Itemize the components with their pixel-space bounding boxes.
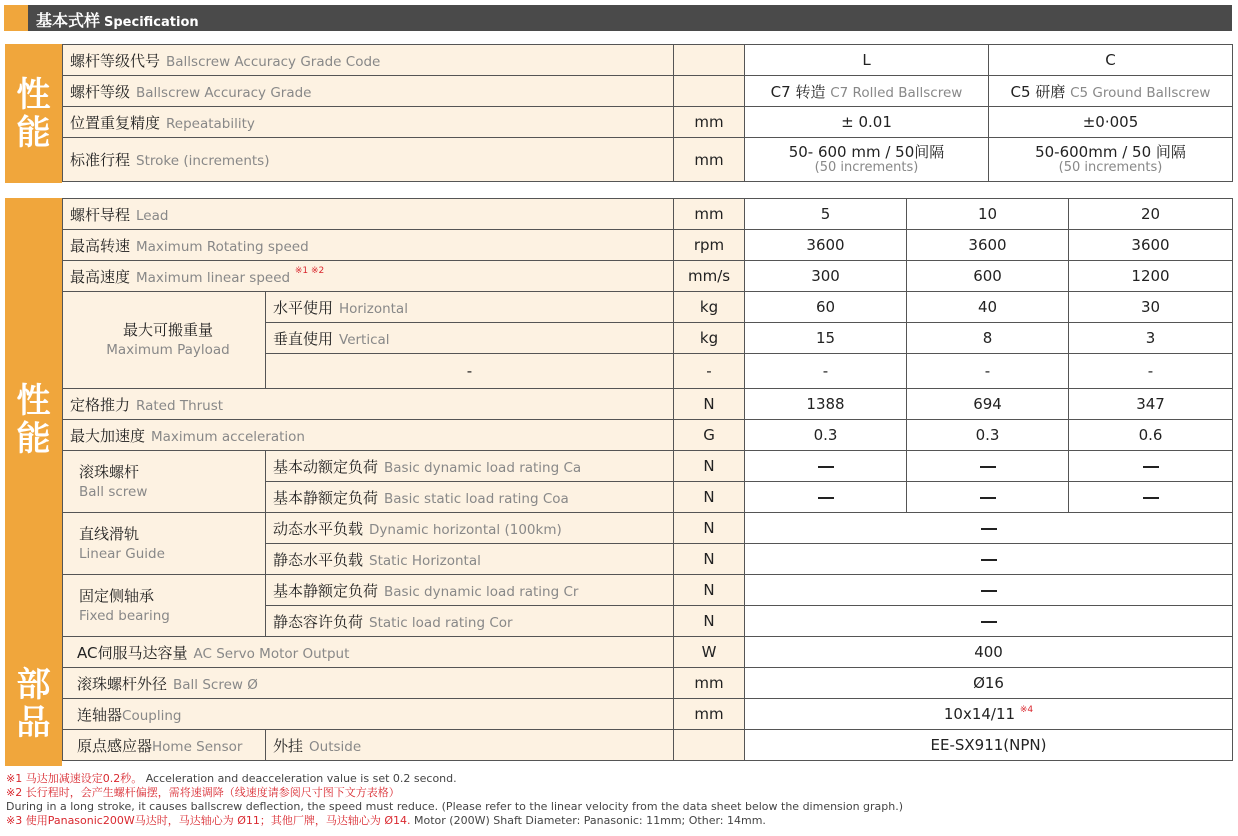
value-cell	[745, 575, 1233, 606]
section-title	[36, 8, 199, 31]
value-cell: Ø16	[745, 668, 1233, 699]
row-label: 基本静额定负荷 Basic dynamic load rating Cr	[266, 575, 674, 606]
section-title-en: Specification	[104, 15, 199, 30]
footnote-2: ※2 长行程时，会产生螺杆偏摆，需将速调降（线速度请参阅尺寸图下文方表格）	[6, 786, 400, 799]
unit-cell	[674, 730, 745, 761]
unit-cell: mm	[674, 199, 745, 230]
unit-cell: mm/s	[674, 261, 745, 292]
value-cell: 20	[1069, 199, 1233, 230]
row-label: 标准行程 Stroke (increments)	[63, 138, 674, 182]
row-label: 最大加速度 Maximum acceleration	[63, 420, 674, 451]
dash-mark	[818, 466, 834, 468]
value-cell: 0.3	[907, 420, 1069, 451]
footnotes	[6, 772, 903, 828]
value-cell: 15	[745, 323, 907, 354]
table-row	[63, 420, 1233, 451]
value-cell: -	[745, 354, 907, 389]
row-label: 螺杆导程 Lead	[63, 199, 674, 230]
value-cell: 600	[907, 261, 1069, 292]
unit-cell: -	[674, 354, 745, 389]
value-cell: 5	[745, 199, 907, 230]
table-row	[63, 199, 1233, 230]
unit-cell: N	[674, 482, 745, 513]
value-cell: 3	[1069, 323, 1233, 354]
value-cell: 30	[1069, 292, 1233, 323]
dash-mark	[1143, 466, 1159, 468]
value-cell: -	[907, 354, 1069, 389]
row-label: 滚珠螺杆外径 Ball Screw Ø	[63, 668, 674, 699]
unit-cell: N	[674, 606, 745, 637]
category-performance-1	[5, 44, 62, 183]
row-label: 静态水平负载 Static Horizontal	[266, 544, 674, 575]
table-row	[63, 45, 1233, 76]
value-cell: 60	[745, 292, 907, 323]
value-cell: 3600	[745, 230, 907, 261]
row-label: 螺杆等级 Ballscrew Accuracy Grade	[63, 76, 674, 107]
unit-cell: kg	[674, 323, 745, 354]
row-label: 最高转速 Maximum Rotating speed	[63, 230, 674, 261]
value-cell: 8	[907, 323, 1069, 354]
value-cell: 40	[907, 292, 1069, 323]
table-row	[63, 451, 1233, 482]
unit-cell: rpm	[674, 230, 745, 261]
unit-cell: mm	[674, 699, 745, 730]
row-label: 垂直使用 Vertical	[266, 323, 674, 354]
row-label: AC伺服马达容量 AC Servo Motor Output	[63, 637, 674, 668]
unit-cell: kg	[674, 292, 745, 323]
row-label: 原点感应器Home Sensor	[63, 730, 266, 761]
value-cell	[1069, 451, 1233, 482]
value-cell	[745, 451, 907, 482]
value-cell: 3600	[1069, 230, 1233, 261]
value-cell: 0.3	[745, 420, 907, 451]
value-cell: ±0·005	[989, 107, 1233, 138]
row-sub-label: 外挂 Outside	[266, 730, 674, 761]
unit-cell	[674, 45, 745, 76]
row-label: 动态水平负载 Dynamic horizontal (100km)	[266, 513, 674, 544]
spec-table-performance	[62, 198, 1233, 761]
section-header	[4, 5, 1232, 31]
category-parts	[5, 641, 62, 766]
unit-cell	[674, 76, 745, 107]
value-cell	[1069, 482, 1233, 513]
header-accent	[4, 5, 28, 31]
dash-mark	[818, 497, 834, 499]
value-cell: C7 转造 C7 Rolled Ballscrew	[745, 76, 989, 107]
table-row	[63, 513, 1233, 544]
table-row	[63, 107, 1233, 138]
value-cell: C5 研磨 C5 Ground Ballscrew	[989, 76, 1233, 107]
table-row	[63, 230, 1233, 261]
value-cell: ± 0.01	[745, 107, 989, 138]
value-cell: 400	[745, 637, 1233, 668]
category-label: 部 品	[16, 664, 51, 743]
row-label: 静态容许负荷 Static load rating Cor	[266, 606, 674, 637]
value-cell: 3600	[907, 230, 1069, 261]
value-cell: L	[745, 45, 989, 76]
table-row	[63, 699, 1233, 730]
row-label: 水平使用 Horizontal	[266, 292, 674, 323]
spec-table-grade	[62, 44, 1233, 182]
category-label: 性 能	[16, 380, 51, 459]
table-row	[63, 637, 1233, 668]
value-cell: 1200	[1069, 261, 1233, 292]
table-row	[63, 668, 1233, 699]
value-cell	[745, 544, 1233, 575]
value-cell	[745, 606, 1233, 637]
section-title-zh: 基本式样	[36, 11, 101, 30]
unit-cell: mm	[674, 138, 745, 182]
unit-cell: N	[674, 575, 745, 606]
unit-cell: N	[674, 451, 745, 482]
row-label: 定格推力 Rated Thrust	[63, 389, 674, 420]
footnote-1: ※1 马达加减速设定0.2秒。 Acceleration and deacceleration value is set 0.2 second.	[6, 772, 457, 785]
value-cell: -	[1069, 354, 1233, 389]
value-cell	[907, 482, 1069, 513]
row-label: -	[266, 354, 674, 389]
row-label: 位置重复精度 Repeatability	[63, 107, 674, 138]
dash-mark	[981, 559, 997, 561]
dash-mark	[981, 590, 997, 592]
value-cell	[745, 513, 1233, 544]
value-cell: 10	[907, 199, 1069, 230]
value-cell: 50-600mm / 50 间隔 (50 increments)	[989, 138, 1233, 182]
footnote-3: ※3 使用Panasonic200W马达时，马达轴心为 Ø11；其他厂牌，马达轴心为 Ø14. Motor (200W) Shaft Diameter: Panasonic: 11mm; Other: 14mm.	[6, 814, 766, 827]
unit-cell: N	[674, 544, 745, 575]
row-label: 连轴器Coupling	[63, 699, 674, 730]
group-label: 直线滑轨 Linear Guide	[63, 513, 266, 575]
unit-cell: W	[674, 637, 745, 668]
dash-mark	[981, 621, 997, 623]
value-cell: 0.6	[1069, 420, 1233, 451]
value-cell: EE-SX911(NPN)	[745, 730, 1233, 761]
row-label: 螺杆等级代号 Ballscrew Accuracy Grade Code	[63, 45, 674, 76]
group-label: 滚珠螺杆 Ball screw	[63, 451, 266, 513]
category-label: 性 能	[16, 74, 51, 153]
value-cell: 10x14/11 $^{※4}$	[745, 699, 1233, 730]
value-cell: 1388	[745, 389, 907, 420]
footnote-2-en: During in a long stroke, it causes ballscrew deflection, the speed must reduce. (Please refer to the linear velocity from the data sheet below the dimension graph.)	[6, 800, 904, 813]
value-cell: C	[989, 45, 1233, 76]
value-cell	[907, 451, 1069, 482]
group-label: 最大可搬重量 Maximum Payload	[63, 292, 266, 389]
table-row	[63, 138, 1233, 182]
row-label: 最高速度 Maximum linear speed $^{※1 ※2}$	[63, 261, 674, 292]
table-row	[63, 389, 1233, 420]
dash-mark	[980, 497, 996, 499]
category-performance-2	[5, 198, 62, 641]
table-row	[63, 730, 1233, 761]
table-row	[63, 76, 1233, 107]
unit-cell: mm	[674, 668, 745, 699]
dash-mark	[980, 466, 996, 468]
table-row	[63, 292, 1233, 323]
table-row	[63, 575, 1233, 606]
value-cell	[745, 482, 907, 513]
unit-cell: N	[674, 513, 745, 544]
value-cell: 50- 600 mm / 50间隔 (50 increments)	[745, 138, 989, 182]
dash-mark	[981, 528, 997, 530]
value-cell: 347	[1069, 389, 1233, 420]
row-label: 基本动额定负荷 Basic dynamic load rating Ca	[266, 451, 674, 482]
unit-cell: G	[674, 420, 745, 451]
unit-cell: mm	[674, 107, 745, 138]
unit-cell: N	[674, 389, 745, 420]
dash-mark	[1143, 497, 1159, 499]
value-cell: 694	[907, 389, 1069, 420]
group-label: 固定侧轴承 Fixed bearing	[63, 575, 266, 637]
value-cell: 300	[745, 261, 907, 292]
table-row	[63, 261, 1233, 292]
row-label: 基本静额定负荷 Basic static load rating Coa	[266, 482, 674, 513]
